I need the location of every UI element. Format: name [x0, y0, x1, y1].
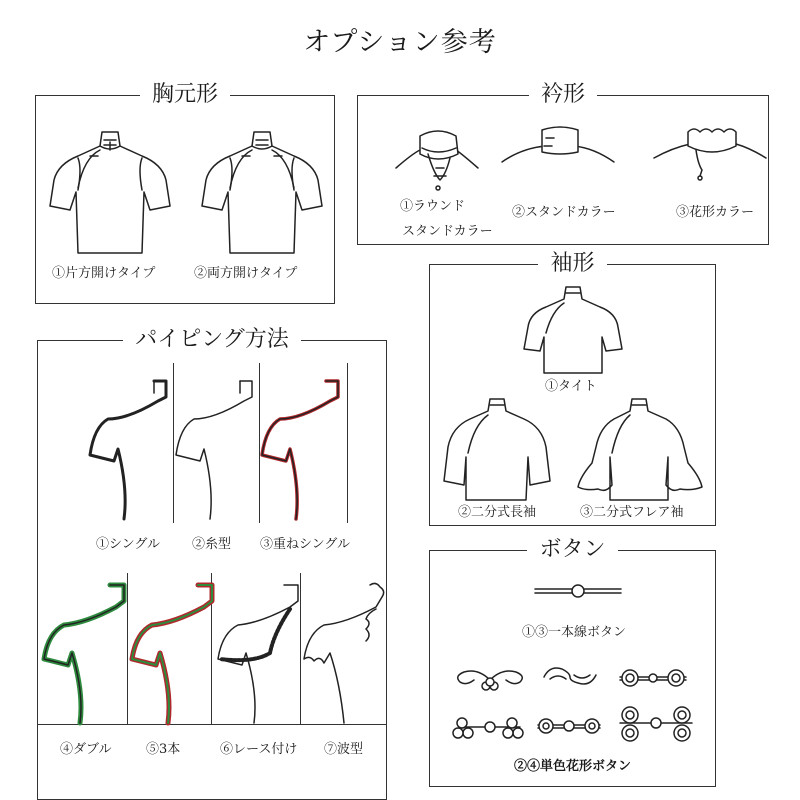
chest-item-1: ①片方開けタイプ [52, 266, 156, 281]
piping-item-6: ⑥レース付け [220, 742, 298, 757]
collar-style-heading: 衿形 [529, 82, 597, 107]
page-title: オプション参考 [303, 27, 497, 58]
tight-sleeve-illustration [518, 285, 628, 375]
piping-double-illustration [40, 583, 130, 723]
piping-item-2: ②糸型 [192, 537, 232, 552]
two-piece-flare-sleeve-illustration [576, 397, 706, 502]
sleeve-style-box [429, 251, 716, 526]
piping-method-heading: パイピング方法 [123, 327, 301, 352]
collar-item-2: ②スタンドカラー [512, 205, 616, 220]
spiral-button-icon [618, 665, 688, 691]
divider [38, 724, 386, 725]
piping-thread-illustration [174, 379, 264, 519]
knot-button-pair-icon [534, 713, 604, 739]
piping-lace-illustration [214, 583, 304, 723]
button-item-2: ②④単色花形ボタン [514, 759, 632, 774]
stand-collar-illustration [498, 122, 618, 192]
sleeve-item-2: ②二分式長袖 [458, 505, 537, 520]
spiral-button-pair-icon [616, 703, 696, 743]
single-opening-illustration [44, 128, 174, 258]
collar-item-1-line-2: スタンドカラー [402, 224, 493, 239]
piping-layered-single-illustration [260, 379, 350, 519]
chest-style-heading: 胸元形 [140, 82, 230, 107]
piping-single-illustration [88, 379, 178, 519]
piping-item-1: ①シングル [96, 537, 161, 552]
flower-button-pair-icon [450, 711, 530, 745]
knot-button-icon [540, 663, 600, 689]
piping-item-3: ③重ねシングル [260, 537, 351, 552]
collar-item-3: ③花形カラー [676, 205, 755, 220]
round-stand-collar-illustration [390, 124, 490, 204]
collar-item-1: ①ラウンド [400, 199, 466, 214]
piping-triple-illustration [128, 583, 218, 723]
sleeve-style-heading: 袖形 [538, 251, 606, 276]
piping-item-5: ⑤3本 [146, 742, 181, 757]
collar-style-box [357, 82, 769, 245]
flower-button-icon [450, 666, 530, 696]
button-style-box [429, 537, 716, 787]
flower-collar-illustration [650, 124, 770, 194]
chest-style-box [35, 82, 335, 304]
piping-item-4: ④ダブル [60, 742, 112, 757]
piping-method-box [37, 327, 387, 800]
double-opening-illustration [196, 128, 326, 258]
button-style-heading: ボタン [527, 537, 617, 562]
piping-item-7: ⑦波型 [324, 742, 364, 757]
sleeve-item-3: ③二分式フレア袖 [580, 505, 684, 520]
button-item-1: ①③一本線ボタン [522, 625, 627, 640]
single-line-button-illustration [533, 581, 623, 601]
two-piece-long-sleeve-illustration [438, 397, 558, 502]
piping-wave-illustration [300, 583, 390, 723]
sleeve-item-1: ①タイト [545, 379, 597, 394]
chest-item-2: ②両方開けタイプ [194, 266, 298, 281]
